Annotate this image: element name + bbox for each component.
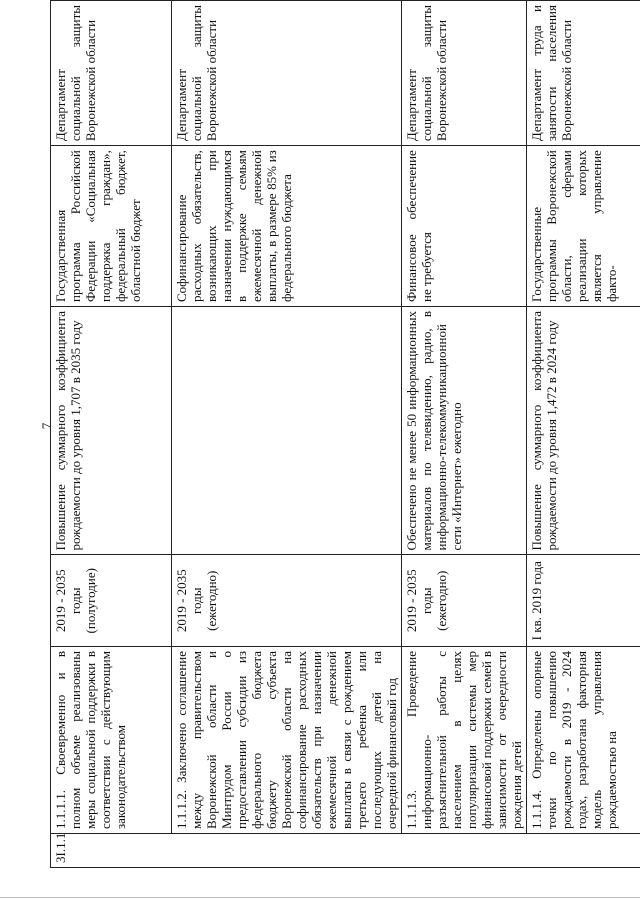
- result-cell: [527, 307, 640, 555]
- executor-text: Департамент труда и занятости населения Воронежской области: [529, 5, 574, 142]
- period-cell: [51, 555, 172, 647]
- result-text: Повышение суммарного коэффициента рождаемости до уровня 1,472 в 2024 году: [529, 311, 559, 551]
- result-cell: [402, 307, 527, 555]
- funding-text: Софинансирование расходных обязательств, возникающих при назначении нуждающимся в поддержке семьям ежемесячной денежной выплаты, в размере 85% из федерального бюджета: [174, 150, 294, 303]
- executor-text: Департамент социальной защиты Воронежской области: [53, 5, 98, 142]
- event-cell: [172, 647, 402, 834]
- row-code: 3І.1.1: [53, 832, 68, 863]
- funding-text: Государственные программы Воронежской области, сферами реализации которых является управление факто-: [529, 150, 619, 303]
- event-cell: [527, 647, 640, 834]
- result-text: Повышение суммарного коэффициента рождаемости до уровня 1,707 в 2035 году: [53, 311, 83, 551]
- executor-text: Департамент социальной защиты Воронежской области: [404, 5, 449, 142]
- result-cell: [51, 307, 172, 555]
- period-cell: [172, 555, 402, 647]
- measures-table: [50, 0, 640, 868]
- table-row: [51, 1, 172, 868]
- funding-text: Государственная программа Российской Федерации «Социальная поддержка граждан», федеральный бюджет, областной бюджет: [53, 150, 143, 303]
- table-row: [527, 1, 640, 868]
- funding-cell: [51, 146, 172, 307]
- funding-cell: [172, 146, 402, 307]
- funding-text: Финансовое обеспечение не требуется: [404, 150, 434, 303]
- period-cell: [527, 555, 640, 647]
- result-text: Обеспечено не менее 50 информационных материалов по телевидению, радио, в информационно-телекоммуникационной сети «Интернет» ежегодно: [404, 311, 464, 551]
- executor-cell: [172, 1, 402, 146]
- event-text: 1.1.1.1. Своевременно и в полном объеме реализованы меры социальной поддержки в соответствии с действующим законодательством: [53, 651, 128, 829]
- funding-cell: [402, 146, 527, 307]
- event-text: 1.1.1.3. Проведение информационно-разъяснительной работы с населением в целях популяризации системы мер финансовой поддержки семей в зависимости от очередности рождения детей: [404, 651, 524, 829]
- result-cell: [172, 307, 402, 555]
- event-text: 1.1.1.4. Определены опорные точки по повышению рождаемости в 2019 - 2024 годах, разработана факторная модель управления рождаемостью на: [529, 651, 619, 829]
- executor-cell: [402, 1, 527, 146]
- period-text: I кв. 2019 года: [529, 561, 544, 641]
- event-cell: [51, 647, 172, 834]
- table-row: [402, 1, 527, 868]
- page-number: 7: [39, 422, 54, 430]
- table-row: [172, 1, 402, 868]
- rotated-document: [50, 0, 619, 868]
- executor-cell: [51, 1, 172, 146]
- period-cell: [402, 555, 527, 647]
- period-text: 2019 - 2035 годы (ежегодно): [174, 569, 219, 633]
- funding-cell: [527, 146, 640, 307]
- row-code-cell: [51, 834, 640, 868]
- period-text: 2019 - 2035 годы (ежегодно): [404, 569, 449, 633]
- event-text: 1.1.1.2. Заключено соглашение между правительством Воронежской области и Минтрудом России о предоставлении субсидии из федерального бюджета бюджету субъекта Воронежской области на софинансирование расходных обязательств при назначении ежемесячной денежной выплаты в связи с рождением третьего ребенка или последующих детей на очередной финансовый год: [174, 651, 399, 829]
- event-cell: [402, 647, 527, 834]
- period-text: 2019 - 2035 годы (полугодие): [53, 568, 98, 634]
- scan-edge-line: [0, 897, 640, 898]
- executor-cell: [527, 1, 640, 146]
- executor-text: Департамент социальной защиты Воронежской области: [174, 5, 219, 142]
